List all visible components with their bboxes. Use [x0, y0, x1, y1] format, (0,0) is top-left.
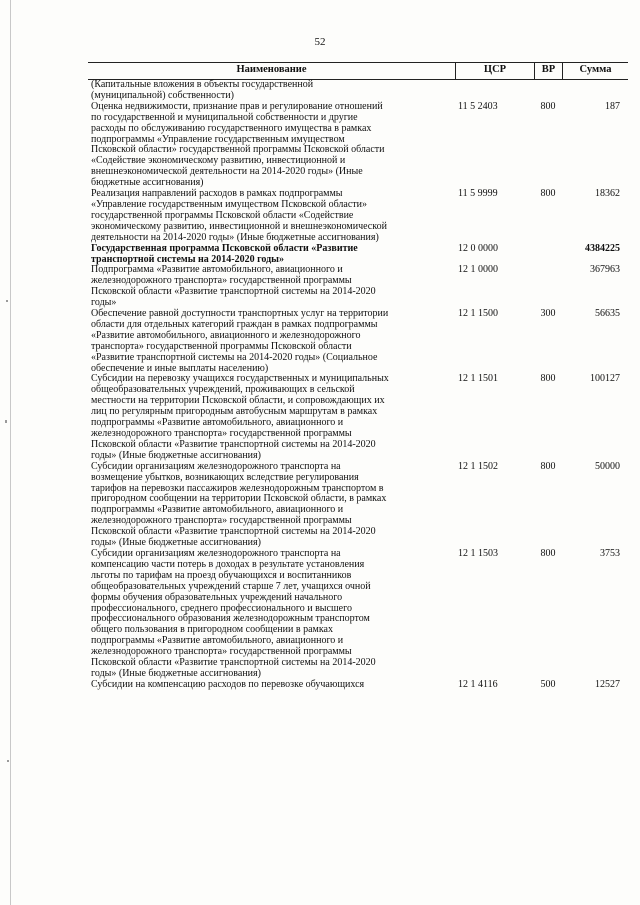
- row-csr: 12 1 1503: [458, 547, 498, 559]
- header-name: Наименование: [236, 64, 307, 75]
- row-sum: 187: [605, 100, 620, 112]
- row-sum: 100127: [590, 373, 620, 385]
- table-row: [88, 102, 628, 189]
- row-vr: 800: [540, 188, 556, 200]
- row-vr: 800: [540, 100, 556, 112]
- table-row-program: [88, 244, 628, 266]
- table-row: [88, 80, 628, 102]
- page-number: 52: [314, 36, 326, 48]
- row-csr: 12 0 0000: [458, 242, 498, 254]
- header-csr: ЦСР: [483, 64, 507, 75]
- row-name: Субсидии на перевозку учащихся государственных и муниципальных общеобразовательных учреждений, проживающих в сельской местности на территории Псковской области, и сопровождающих их лиц по регулярным пригородным автобусным маршрутам в рамках подпрограммы «Развитие автомобильного, авиационного и железнодорожного транспорта» государственной программы Псковской области «Развитие транспортной системы на 2014-2020 годы» (Иные бюджетные ассигнования): [91, 373, 389, 461]
- row-csr: 12 1 4116: [458, 678, 498, 690]
- table-row: [88, 265, 628, 309]
- table-row: [88, 549, 628, 680]
- row-csr: 11 5 9999: [458, 188, 498, 200]
- table-row: [88, 680, 628, 691]
- row-sum: 18362: [595, 188, 620, 200]
- table-row: [88, 309, 628, 374]
- row-csr: 12 1 1502: [458, 460, 498, 472]
- row-name: Подпрограмма «Развитие автомобильного, авиационного и железнодорожного транспорта» государственной программы Псковской области «Развитие транспортной системы на 2014-2020 годы»: [91, 264, 376, 309]
- row-vr: 300: [540, 308, 556, 320]
- row-sum: 3753: [600, 547, 620, 559]
- row-sum: 12527: [595, 678, 620, 690]
- row-csr: 12 1 1501: [458, 373, 498, 385]
- row-sum: 367963: [590, 264, 620, 276]
- row-csr: 12 1 0000: [458, 264, 498, 276]
- row-vr: 800: [540, 373, 556, 385]
- table-row: [88, 374, 628, 461]
- table-row: [88, 189, 628, 244]
- row-name: Государственная программа Псковской области «Развитие транспортной системы на 2014-2020 годы»: [91, 242, 358, 265]
- row-name: (Капитальные вложения в объекты государственной (муниципальной) собственности): [91, 79, 314, 101]
- row-sum: 56635: [595, 308, 620, 320]
- row-vr: 800: [540, 460, 556, 472]
- row-name: Субсидии организациям железнодорожного транспорта на возмещение убытков, возникающих вследствие регулирования тарифов на перевозки пассажиров железнодорожным транспортом в пригородном сообщении на территории Псковской области, в рамках подпрограммы «Развитие автомобильного, авиационного и железнодорожного транспорта» государственной программы Псковской области «Развитие транспортной системы на 2014-2020 годы» (Иные бюджетные ассигнования): [91, 460, 387, 549]
- row-vr: 800: [540, 547, 556, 559]
- row-name: Оценка недвижимости, признание прав и регулирование отношений по государственной и муниципальной собственности и другие расходы по обслуживанию государственного имущества в рамках подпрограммы «Управление государственным имуществом Псковской области» государственной программы Псковской области «Содействие экономическому развитию, инвестиционной и внешнеэкономической деятельности на 2014-2020 годы» (Иные бюджетные ассигнования): [91, 100, 385, 189]
- header-sum: Сумма: [579, 64, 612, 75]
- table-header: [88, 62, 628, 80]
- budget-table: [88, 62, 628, 691]
- table-row: [88, 462, 628, 549]
- row-csr: 12 1 1500: [458, 308, 498, 320]
- row-sum: 50000: [595, 460, 620, 472]
- row-name: Субсидии на компенсацию расходов по перевозке обучающихся: [91, 678, 365, 690]
- header-vr: ВР: [541, 64, 556, 75]
- row-sum: 4384225: [585, 242, 620, 254]
- row-csr: 11 5 2403: [458, 100, 498, 112]
- row-name: Субсидии организациям железнодорожного транспорта на компенсацию части потерь в доходах в результате установления льготы по тарифам на проезд обучающихся и воспитанников общеобразовательных учреждений старше 7 лет, учащихся очной формы обучения образовательных учреждений начального профессионального, среднего профессионального и высшего профессионального образования железнодорожным транспортом общего пользования в пригородном сообщении в рамках подпрограммы «Развитие автомобильного, авиационного и железнодорожного транспорта» государственной программы Псковской области «Развитие транспортной системы на 2014-2020 годы» (Иные бюджетные ассигнования): [91, 547, 376, 679]
- row-vr: 500: [540, 678, 556, 690]
- row-name: Обеспечение равной доступности транспортных услуг на территории области для отдельных категорий граждан в рамках подпрограммы «Развитие автомобильного, авиационного и железнодорожного транспорта» государственной программы Псковской области «Развитие транспортной системы на 2014-2020 годы» (Социальное обеспечение и иные выплаты населению): [91, 308, 389, 374]
- row-name: Реализация направлений расходов в рамках подпрограммы «Управление государственным имуществом Псковской области» государственной программы Псковской области «Содействие экономическому развитию, инвестиционной и внешнеэкономической деятельности на 2014-2020 годы» (Иные бюджетные ассигнования): [91, 188, 387, 243]
